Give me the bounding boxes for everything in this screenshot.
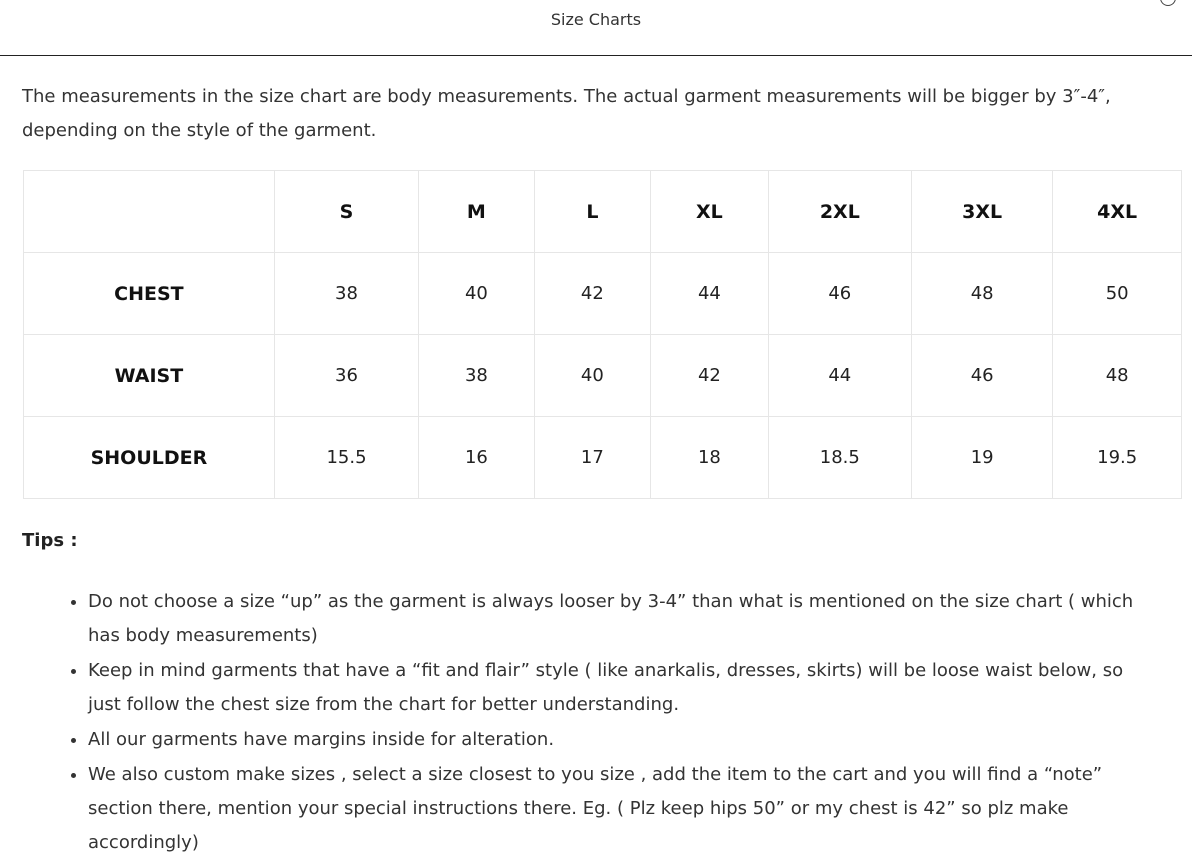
table-cell: 17	[534, 417, 650, 499]
table-header-cell: 3XL	[911, 171, 1052, 253]
table-cell: 36	[274, 335, 418, 417]
table-header-cell: L	[534, 171, 650, 253]
table-cell: 50	[1053, 253, 1182, 335]
size-chart-content	[22, 80, 1182, 853]
table-cell: 16	[419, 417, 535, 499]
table-cell: 48	[911, 253, 1052, 335]
table-row	[24, 417, 1182, 499]
table-cell: 19	[911, 417, 1052, 499]
list-item: • Keep in mind garments that have a “fit and flair” style ( like anarkalis, dresses, skirts) will be loose waist below, so just follow the chest size from the chart for better understanding.	[88, 654, 1158, 722]
table-row	[24, 253, 1182, 335]
table-header-cell: M	[419, 171, 535, 253]
table-header-row	[24, 171, 1182, 253]
table-cell: 19.5	[1053, 417, 1182, 499]
close-icon[interactable]	[1160, 0, 1176, 6]
tips-list	[22, 585, 1158, 861]
modal-title: Size Charts	[550, 10, 642, 29]
table-header-cell: XL	[651, 171, 769, 253]
list-item: • We also custom make sizes , select a size closest to you size , add the item to the cart and you will find a “note” section there, mention your special instructions there. Eg. ( Plz keep hips 50” or my chest is 42” so plz make accordingly)	[88, 758, 1158, 860]
table-cell: 40	[534, 335, 650, 417]
list-item: • All our garments have margins inside for alteration.	[88, 723, 1158, 757]
table-cell: 48	[1053, 335, 1182, 417]
modal-header	[0, 0, 1192, 56]
table-cell: 15.5	[274, 417, 418, 499]
table-cell: 44	[768, 335, 911, 417]
row-label: CHEST	[24, 253, 275, 335]
table-header-cell: S	[274, 171, 418, 253]
intro-text: The measurements in the size chart are body measurements. The actual garment measurements will be bigger by 3″-4″, depending on the style of the garment.	[22, 86, 1111, 141]
list-item: • Do not choose a size “up” as the garment is always looser by 3-4” than what is mentioned on the size chart ( which has body measurements)	[88, 585, 1158, 653]
size-table	[23, 170, 1182, 499]
table-header-cell: 2XL	[768, 171, 911, 253]
table-cell: 42	[534, 253, 650, 335]
table-header-cell	[24, 171, 275, 253]
table-cell: 42	[651, 335, 769, 417]
table-cell: 40	[419, 253, 535, 335]
row-label: WAIST	[24, 335, 275, 417]
table-cell: 46	[911, 335, 1052, 417]
tips-title: Tips :	[22, 530, 78, 551]
table-cell: 38	[274, 253, 418, 335]
table-cell: 18	[651, 417, 769, 499]
table-row	[24, 335, 1182, 417]
table-cell: 18.5	[768, 417, 911, 499]
table-cell: 38	[419, 335, 535, 417]
table-cell: 46	[768, 253, 911, 335]
row-label: SHOULDER	[24, 417, 275, 499]
table-header-cell: 4XL	[1053, 171, 1182, 253]
table-cell: 44	[651, 253, 769, 335]
